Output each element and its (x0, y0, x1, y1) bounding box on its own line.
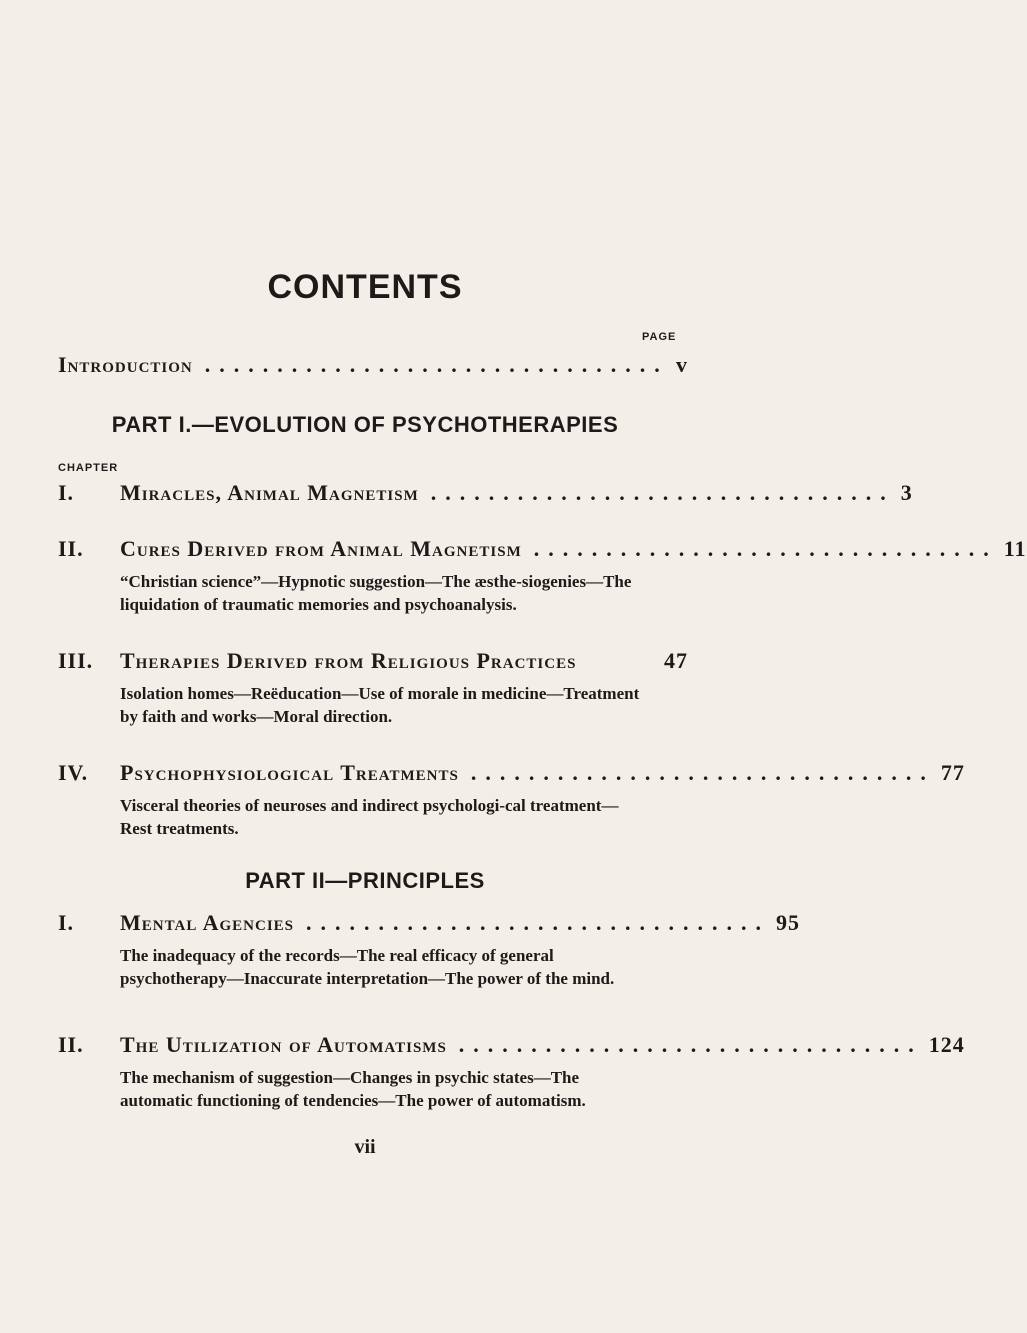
chapter-page: 77 (940, 760, 965, 785)
toc-entry-chapter[interactable] (58, 648, 688, 674)
chapter-number: I. (58, 910, 75, 935)
part-heading: PART I.—EVOLUTION OF PSYCHOTHERAPIES (111, 412, 619, 437)
toc-entry-chapter[interactable] (58, 760, 965, 786)
leader-dots: ................................ (204, 352, 669, 377)
toc-entry-chapter[interactable] (58, 480, 913, 506)
chapter-number: IV. (58, 760, 89, 785)
chapter-number: II. (58, 536, 84, 561)
page-title: CONTENTS (267, 268, 463, 306)
chapter-description: The inadequacy of the records—The real efficacy of general psychotherapy—Inaccurate interpretation—The power of the mind. (120, 946, 615, 988)
toc-entry-label: Introduction (58, 352, 193, 377)
chapter-description: Visceral theories of neuroses and indirect psychologi-cal treatment—Rest treatments. (120, 796, 619, 838)
chapter-description: The mechanism of suggestion—Changes in psychic states—The automatic functioning of tendencies—The power of automatism. (120, 1068, 586, 1110)
toc-entry-chapter[interactable] (58, 1032, 965, 1058)
chapter-title: Psychophysiological Treatments (120, 760, 459, 785)
chapter-number: I. (58, 480, 75, 505)
toc-entry-chapter[interactable] (58, 536, 1027, 562)
chapter-description: Isolation homes—Reëducation—Use of morale in medicine—Treatment by faith and works—Moral direction. (120, 684, 640, 726)
toc-entry-introduction[interactable] (58, 352, 688, 378)
leader-dots: ................................ (533, 536, 998, 561)
chapter-title: Miracles, Animal Magnetism (120, 480, 419, 505)
leader-dots: ................................ (430, 480, 895, 505)
chapter-page: 95 (776, 910, 801, 935)
leader-dots: ................................ (470, 760, 935, 785)
toc-entry-page: v (676, 352, 688, 377)
page-folio: vii (354, 1136, 376, 1158)
chapter-title: The Utilization of Automatisms (120, 1032, 447, 1057)
leader-dots: ................................ (458, 1032, 923, 1057)
chapter-title: Therapies Derived from Religious Practices (120, 648, 577, 673)
chapter-title: Mental Agencies (120, 910, 295, 935)
chapter-page: 3 (900, 480, 913, 505)
page-column-label: PAGE (642, 331, 677, 343)
chapter-description: “Christian science”—Hypnotic suggestion—The æsthe-siogenies—The liquidation of traumatic memories and psychoanalysis. (120, 572, 632, 614)
chapter-page: 11 (1003, 536, 1027, 561)
chapter-column-label: CHAPTER (58, 462, 119, 474)
chapter-page: 124 (928, 1032, 965, 1057)
chapter-title: Cures Derived from Animal Magnetism (120, 536, 522, 561)
leader-dots: ................................ (306, 910, 771, 935)
chapter-number: III. (58, 648, 94, 673)
chapter-number: II. (58, 1032, 84, 1057)
toc-entry-chapter[interactable] (58, 910, 801, 936)
part-heading: PART II—PRINCIPLES (245, 868, 485, 893)
chapter-page: 47 (664, 648, 688, 673)
